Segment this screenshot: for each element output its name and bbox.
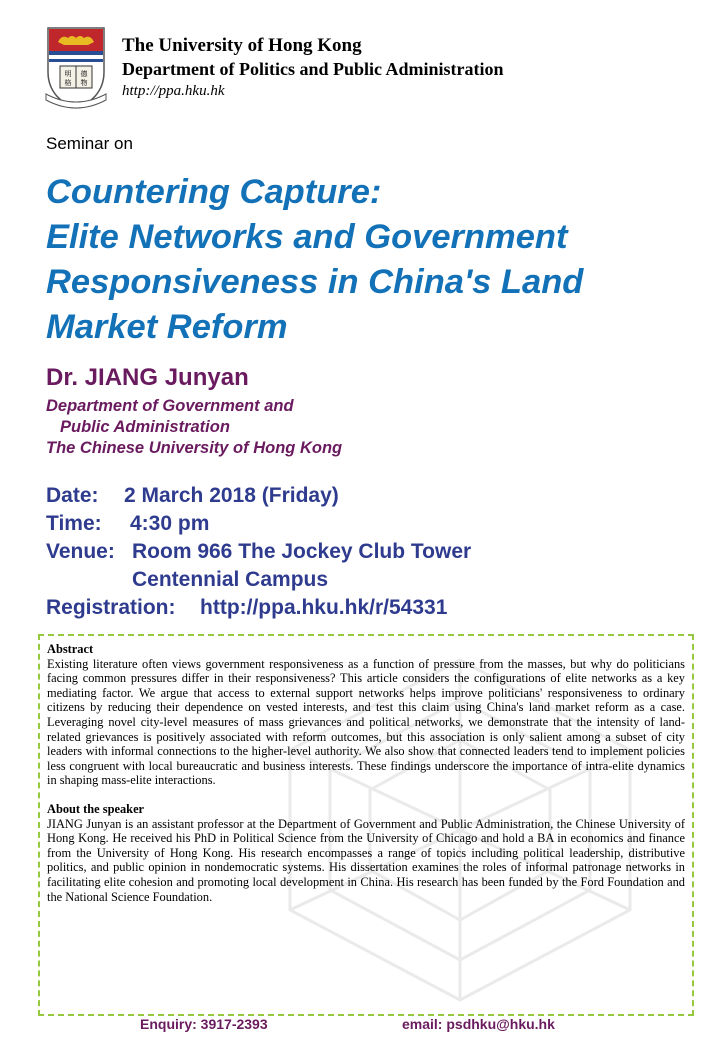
seminar-title <box>46 170 706 350</box>
university-name: The University of Hong Kong <box>122 35 362 56</box>
enquiry-email[interactable]: email: psdhku@hku.hk <box>402 1016 555 1032</box>
abstract-body: Existing literature often views government responsiveness as a function of pressure from the masses, but why do politicians facing common pressures differ in their responsiveness? This article considers the configurations of elite networks as a key mediating factor. We argue that access to external support networks helps improve politicians' responsiveness to ordinary citizens by reducing their dependence on vested interests, and test this claim using China's land market reform as a case. Leveraging novel city-level measures of mass grievances and political networks, we demonstrate that the intensity of land-related grievances is positively associated with reform outcomes, but this association is only salient among a subset of city leaders with informal connections to the higher-level authority. We also show that connected leaders tend to implement policies less congruent with local bureaucratic and business interests. These findings underscore the importance of intra-elite dynamics in shaping mass-elite interactions. <box>47 656 685 788</box>
svg-text:明: 明 <box>64 70 72 78</box>
affiliation-line: Department of Government and <box>46 397 294 415</box>
venue-value: Room 966 The Jockey Club Tower <box>132 540 472 563</box>
title-line: Market Reform <box>46 308 288 346</box>
seminar-label: Seminar on <box>46 134 133 153</box>
date-value: 2 March 2018 (Friday) <box>124 484 339 507</box>
department-name: Department of Politics and Public Administration <box>122 59 504 79</box>
svg-text:格: 格 <box>64 79 72 87</box>
svg-text:德: 德 <box>80 70 88 78</box>
time-label: Time: <box>46 512 102 535</box>
university-crest-logo <box>44 26 108 110</box>
affiliation-line: The Chinese University of Hong Kong <box>46 439 343 457</box>
title-line: Elite Networks and Government <box>46 218 568 256</box>
affiliation-line: Public Administration <box>60 418 230 436</box>
registration-link[interactable]: http://ppa.hku.hk/r/54331 <box>200 596 448 619</box>
about-heading: About the speaker <box>47 801 145 816</box>
abstract-heading: Abstract <box>47 642 94 656</box>
svg-text:物: 物 <box>80 79 88 87</box>
about-body: JIANG Junyan is an assistant professor at the Department of Government and Public Administration, the Chinese University of Hong Kong. He received his PhD in Political Science from the University of Chicago and hold a BA in economics and finance from the University of Hong Kong. His research encompasses a range of topics including political leadership, distributive politics, and public opinion in nondemocratic systems. His dissertation examines the roles of informal patronage networks in facilitating elite cohesion and promoting local development in China. His research has been funded by the Ford Foundation and the National Science Foundation. <box>47 816 685 904</box>
header-block <box>122 34 504 102</box>
abstract-box <box>38 634 694 1016</box>
venue-label: Venue: <box>46 540 115 563</box>
registration-label: Registration: <box>46 596 176 619</box>
abstract-content <box>47 642 685 904</box>
enquiry-phone: Enquiry: 3917-2393 <box>140 1016 268 1032</box>
department-url[interactable]: http://ppa.hku.hk <box>122 83 225 99</box>
title-line: Countering Capture: <box>46 173 382 211</box>
venue-value-2: Centennial Campus <box>132 568 329 591</box>
time-value: 4:30 pm <box>130 512 210 535</box>
date-label: Date: <box>46 484 99 507</box>
speaker-name: Dr. JIANG Junyan <box>46 364 249 391</box>
title-line: Responsiveness in China's Land <box>46 263 584 301</box>
speaker-affiliation <box>46 396 342 459</box>
